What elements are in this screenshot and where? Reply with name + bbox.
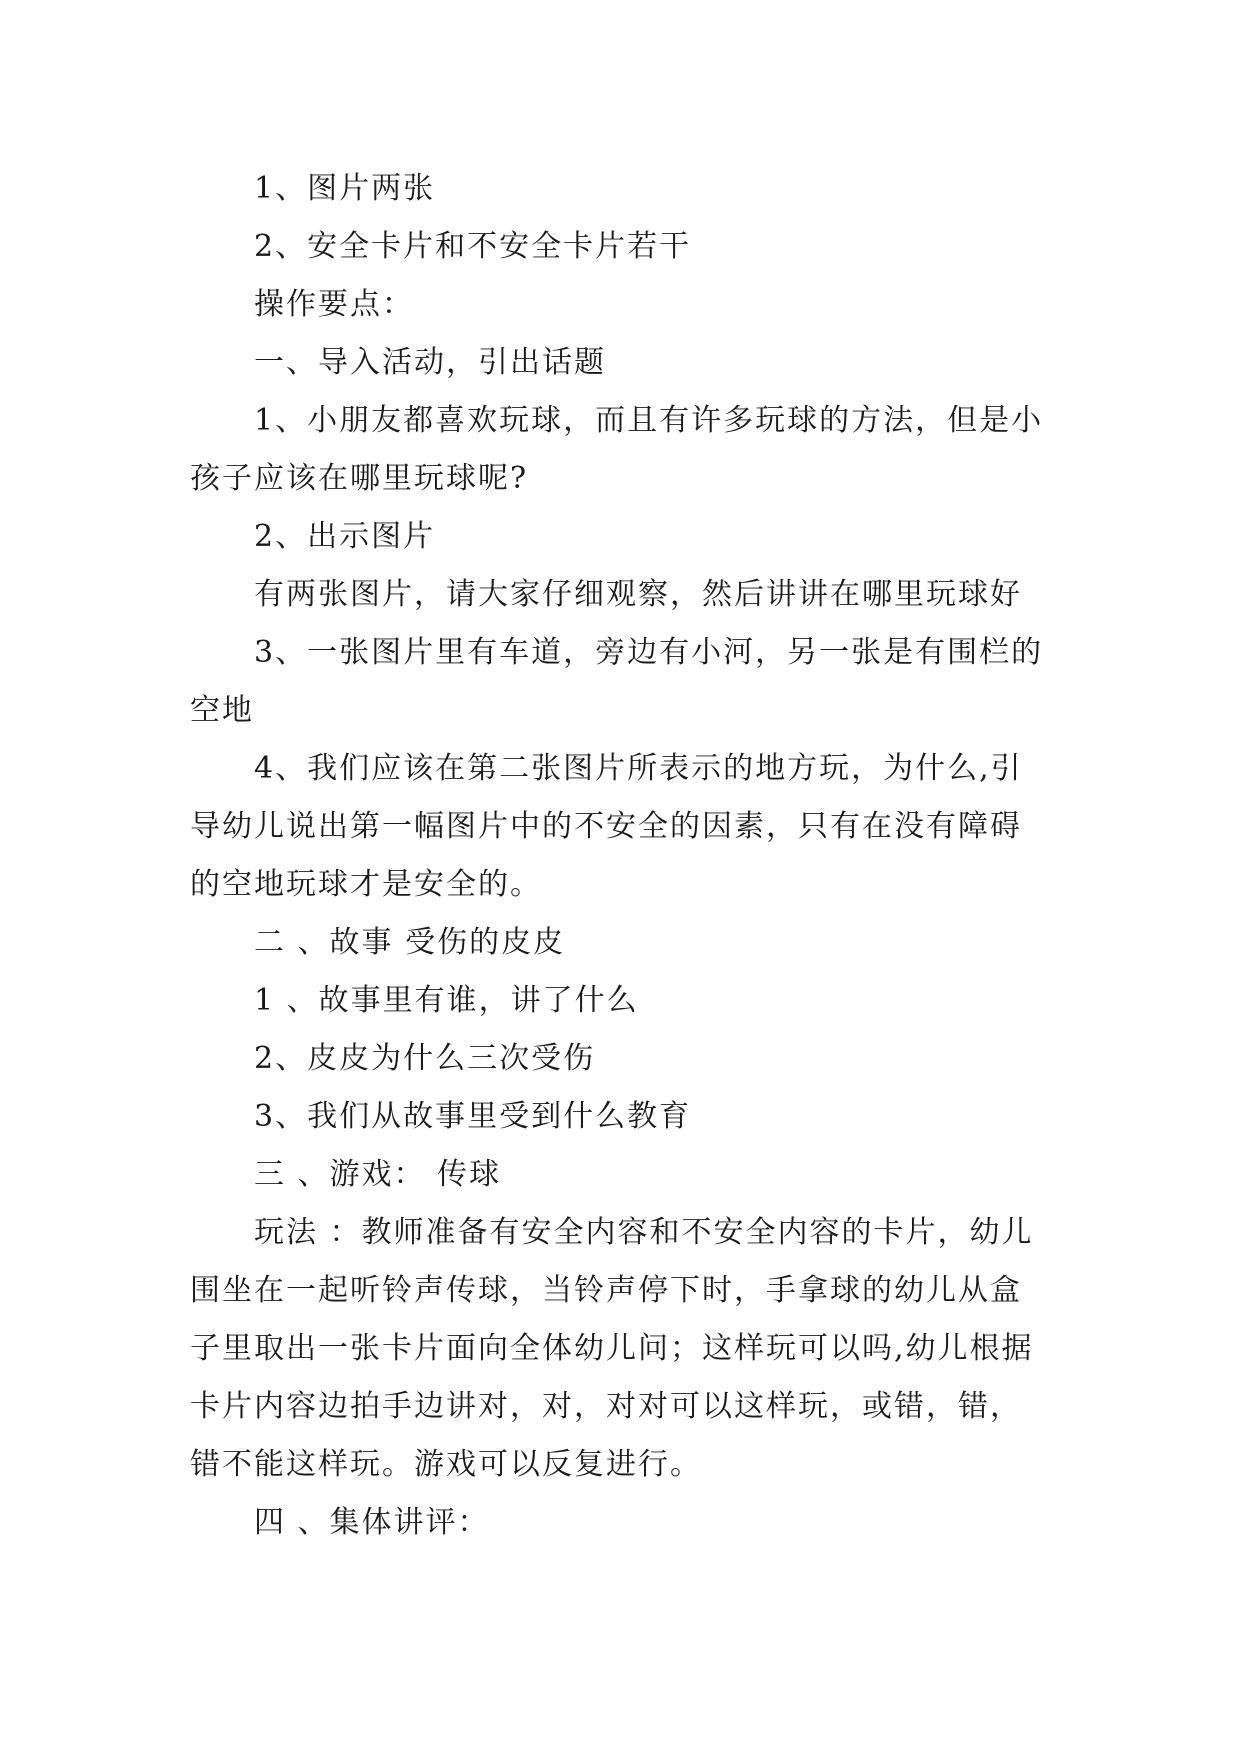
- paragraph-material-1: 1、图片两张: [254, 171, 436, 206]
- paragraph-step-1-4: 4、我们应该在第二张图片所表示的地方玩，为什么,引导幼儿说出第一幅图片中的不安全的因素，只有在没有障碍的空地玩球才是安全的。: [190, 751, 1023, 902]
- document-body: [190, 160, 1052, 1552]
- paragraph-step-1-2-detail: 有两张图片，请大家仔细观察，然后讲讲在哪里玩球好: [254, 577, 1022, 612]
- paragraph-step-1-1: 1、小朋友都喜欢玩球，而且有许多玩球的方法，但是小孩子应该在哪里玩球呢?: [190, 403, 1044, 496]
- paragraph-step-1-2: 2、出示图片: [254, 519, 436, 554]
- paragraph-operation-heading: 操作要点：: [254, 287, 414, 322]
- section-heading-3: 三 、游戏： 传球: [254, 1157, 502, 1192]
- paragraph-material-2: 2、安全卡片和不安全卡片若干: [254, 229, 692, 264]
- section-heading-4: 四 、集体讲评：: [254, 1505, 490, 1540]
- paragraph-step-2-1: 1 、故事里有谁，讲了什么: [254, 983, 639, 1018]
- section-heading-2: 二 、故事 受伤的皮皮: [254, 925, 566, 960]
- paragraph-game-rules: 玩法 ：教师准备有安全内容和不安全内容的卡片，幼儿围坐在一起听铃声传球，当铃声停下时，手拿球的幼儿从盒子里取出一张卡片面向全体幼儿问；这样玩可以吗,幼儿根据卡片内容边拍手边讲对，对，对对可以这样玩，或错，错，错不能这样玩。游戏可以反复进行。: [190, 1215, 1034, 1482]
- section-heading-1: 一、导入活动，引出话题: [254, 345, 606, 380]
- paragraph-step-2-3: 3、我们从故事里受到什么教育: [254, 1099, 692, 1134]
- paragraph-step-2-2: 2、皮皮为什么三次受伤: [254, 1041, 596, 1076]
- paragraph-step-1-3: 3、一张图片里有车道，旁边有小河，另一张是有围栏的空地: [190, 635, 1044, 728]
